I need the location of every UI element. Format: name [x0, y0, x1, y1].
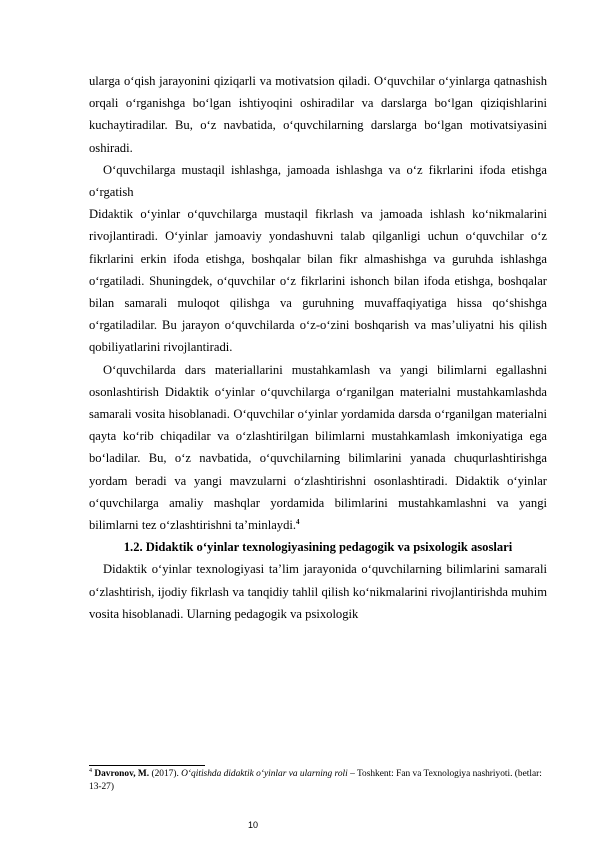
- body-text: [89, 70, 547, 625]
- paragraph-3: Didaktik o‘yinlar o‘quvchilarga mustaqil fikrlash va jamoada ishlash ko‘nikmalarini rivojlantiradi. O‘yinlar jamoaviy yondashuvni talab qilganligi uchun o‘quvchilar o‘z fikrlarini erkin ifoda etishga, boshqalar bilan fikr almashishga va guruhda ishlashga o‘rgatiladi. Shuningdek, o‘quvchilar o‘z fikrlarini ishonch bilan ifoda etishga, boshqalar bilan samarali muloqot qilishga va guruhning muvaffaqiyatiga hissa qo‘shishga o‘rgatiladilar. Bu jarayon o‘quvchilarda o‘z-o‘zini boshqarish va mas’uliyatni his qilish qobiliyatlarini rivojlantiradi.: [89, 207, 547, 355]
- page-number: 10: [247, 820, 258, 830]
- section-heading: 1.2. Didaktik o‘yinlar texnologiyasining pedagogik va psixologik asoslari: [123, 540, 513, 555]
- footnote-reference[interactable]: 4: [296, 517, 300, 526]
- footnote-year: (2017).: [149, 769, 182, 779]
- paragraph-4-text: O‘quvchilarda dars materiallarini mustahkamlash va yangi bilimlarni egallashni osonlashtirish Didaktik o‘yinlar o‘quvchilarga o‘rganilgan materialni mustahkamlashda samarali vosita hisoblanadi. O‘quvchilar o‘yinlar yordamida darsda o‘rganilgan materialni qayta ko‘rib chiqadilar va o‘zlashtirilgan bilimlarni mustahkamlash imkoniyatiga ega bo‘ladilar. Bu, o‘z navbatida, o‘quvchilarning bilimlarini yanada chuqurlashtirishga yordam beradi va yangi mavzularni o‘zlashtirishni osonlashtiradi. Didaktik o‘yinlar o‘quvchilarga amaliy mashqlar yordamida bilimlarini mustahkamlashni va yangi bilimlarni tez o‘zlashtirishni ta’minlaydi.: [89, 362, 547, 533]
- paragraph-2: O‘quvchilarga mustaqil ishlashga, jamoada ishlashga va o‘z fikrlarini ifoda etishga o‘rgatish: [89, 162, 547, 200]
- footnote-divider: [89, 765, 205, 766]
- footnote-author: Davronov, M.: [94, 769, 150, 779]
- footnote-title: O‘qitishda didaktik o‘yinlar va ularning roli: [181, 769, 348, 779]
- footnote-number: 4: [89, 767, 92, 774]
- paragraph-5: Didaktik o‘yinlar texnologiyasi ta’lim jarayonida o‘quvchilarning bilimlarini samarali o‘zlashtirish, ijodiy fikrlash va tanqidiy tahlil qilish ko‘nikmalarini rivojlantirishda muhim vosita hisoblanadi. Ularning pedagogik va psixologik: [89, 562, 547, 621]
- paragraph-4: [89, 359, 547, 537]
- footnote: [89, 768, 549, 793]
- paragraph-1: ularga o‘qish jarayonini qiziqarli va motivatsion qiladi. O‘quvchilar o‘yinlarga qatnashish orqali o‘rganishga bo‘lgan ishtiyoqini oshiradilar va darslarga bo‘lgan qiziqishlarini kuchaytiradilar. Bu, o‘z navbatida, o‘quvchilarning darslarga bo‘lgan motivatsiyasini oshiradi.: [89, 74, 547, 155]
- footnote-publisher: – Toshkent: Fan va Texnologiya nashriyoti. (betlar: 13-27): [89, 769, 542, 792]
